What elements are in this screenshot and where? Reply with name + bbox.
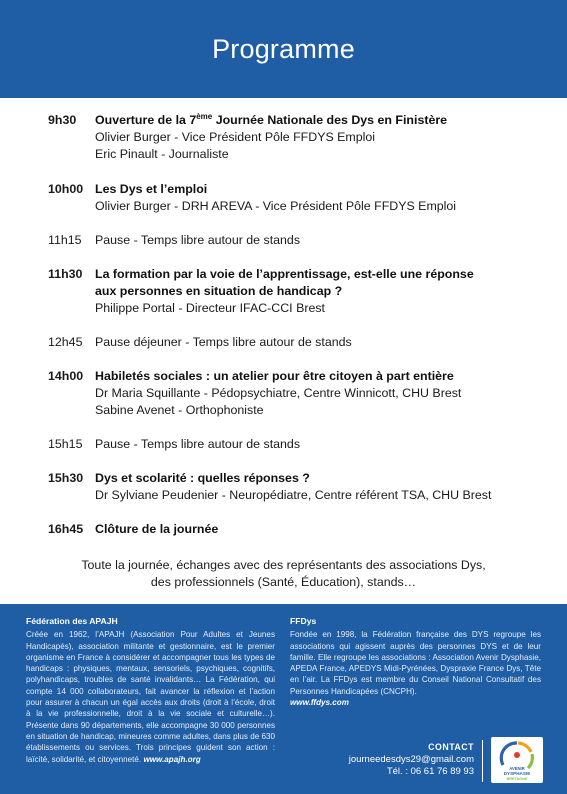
programme-item [48,112,548,163]
apajh-text: Créée en 1962, l’APAJH (Association Pour Adultes et Jeunes Handicapés), association militante et gestionnaire, est le premier organisme en France à considérer et accompagner tous les types de handicaps : physiques, mentaux, sensoriels, psychiques, cognitifs, polyhandicaps, troubles de santé invalidants… La Fédération, qui compte 14 000 collaborateurs, fait avancer la réflexion et l’action pour assurer à chacun un égal accès aux droits (droit à l’école, droit à la vie professionnelle, droit à la vie sociale et culturelle…). Présente dans 90 départements, elle accompagne 30 000 personnes en situation de handicap, mineures comme adultes, dans plus de 630 établissements ou services. Trois principes guident son action : laïcité, solidarité, et citoyenneté. [26,630,275,764]
programme-title: Clôture de la journée [95,522,219,536]
programme-time: 12h45 [48,335,83,349]
ffdys-title: FFDys [290,616,317,626]
svg-text:BRETAGNE: BRETAGNE [506,777,528,781]
svg-text:DYSPHASIE: DYSPHASIE [503,771,531,776]
programme-title: Habiletés sociales : un atelier pour être citoyen à part entière [95,369,454,383]
programme-time: 15h30 [48,471,84,485]
contact-divider [482,740,483,782]
day-note [0,557,567,591]
apajh-description [26,629,275,765]
svg-text:AVENIR: AVENIR [509,766,525,771]
page-title: Programme [212,33,355,64]
contact-title: CONTACT [428,742,474,752]
logo-graphic [491,737,543,783]
programme-item [48,181,548,215]
contact-email[interactable]: journeedesdys29@gmail.com [348,753,474,765]
programme-line: Olivier Burger - DRH AREVA - Vice Président Pôle FFDYS Emploi [95,199,457,213]
programme-line: Eric Pinault - Journaliste [95,147,229,161]
contact-block [296,741,474,779]
programme-content [95,521,548,538]
programme-item [48,470,548,504]
apajh-link[interactable]: www.apajh.org [143,754,201,764]
programme-content [95,436,548,453]
programme-title: La formation par la voie de l’apprentissage, est-elle une réponse [95,267,474,281]
programme-line: Sabine Avenet - Orthophoniste [95,403,264,417]
programme-line: Dr Sylviane Peudenier - Neuropédiatre, Centre référent TSA, CHU Brest [95,488,492,502]
programme-content [95,112,548,163]
programme-content [95,181,548,215]
programme-title: aux personnes en situation de handicap ? [95,284,343,298]
programme-time: 15h15 [48,437,83,451]
ffdys-link[interactable]: www.ffdys.com [290,698,349,708]
page-header [0,0,567,98]
programme-line: Pause - Temps libre autour de stands [95,233,301,247]
programme-title: Les Dys et l’emploi [95,182,208,196]
programme-content [95,470,548,504]
programme-title: Ouverture de la 7ème Journée Nationale des Dys en Finistère [95,112,448,127]
apajh-column [26,616,275,765]
day-note-line: des professionnels (Santé, Éducation), stands… [150,575,417,589]
programme-content [95,334,548,351]
programme-time: 16h45 [48,522,84,536]
programme-content [95,266,548,317]
programme-item [48,368,548,419]
apajh-title: Fédération des APAJH [26,616,118,626]
programme-time: 9h30 [48,113,77,127]
programme-line: Pause - Temps libre autour de stands [95,437,301,451]
avenir-dysphasie-logo [491,737,543,783]
programme-time: 10h00 [48,182,84,196]
programme-item [48,436,548,453]
contact-phone: Tél. : 06 61 76 89 93 [386,766,474,777]
programme-content [95,368,548,419]
programme-list [48,112,548,538]
programme-time: 11h15 [48,233,82,247]
programme-time: 11h30 [48,267,83,281]
ffdys-text: Fondée en 1998, la Fédération française des DYS regroupe les associations qui agissent auprès des personnes DYS et de leur famille. Elle regroupe les associations : Association Avenir Dysphasie, APEDA France, APEDYS Midi-Pyrénées, Dyspraxie France Dys, Tête en l’air. La FFDys est membre du Conseil National Consultatif des Personnes Handicapées (CNCPH). [290,630,541,696]
programme-line: Olivier Burger - Vice Président Pôle FFDYS Emploi [95,130,376,144]
programme-line: Pause déjeuner - Temps libre autour de stands [95,335,352,349]
programme-title: Dys et scolarité : quelles réponses ? [95,471,310,485]
programme-item [48,232,548,249]
day-note-line: Toute la journée, échanges avec des représentants des associations Dys, [81,558,486,572]
programme-line: Philippe Portal - Directeur IFAC-CCI Brest [95,301,325,315]
programme-content [95,232,548,249]
programme-time: 14h00 [48,369,84,383]
programme-item [48,521,548,538]
programme-item [48,266,548,317]
ffdys-column [290,616,541,708]
programme-item [48,334,548,351]
programme-line: Dr Maria Squillante - Pédopsychiatre, Centre Winnicott, CHU Brest [95,386,462,400]
